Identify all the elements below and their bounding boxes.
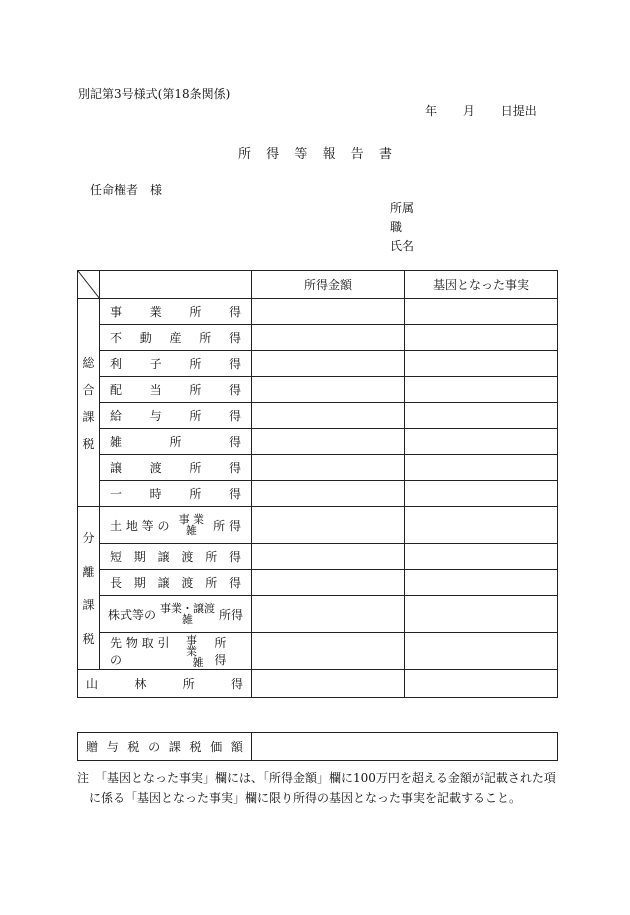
income-amount-field[interactable] [252, 633, 405, 670]
addressee: 任命権者 様 [90, 183, 163, 197]
fact-field[interactable] [405, 596, 558, 633]
income-amount-field[interactable] [252, 377, 405, 403]
gift-tax-table [77, 732, 558, 761]
income-amount-field[interactable] [252, 403, 405, 429]
header-blank-cell [100, 271, 252, 299]
note-line-2: に係る「基因となった事実」欄に限り所得の基因となった事実を記載すること。 [89, 791, 522, 805]
fact-field[interactable] [405, 507, 558, 544]
fact-field[interactable] [405, 377, 558, 403]
row-label-futures-income: 先 物 取 引 の 事 業 雑 所 得 [100, 633, 252, 670]
row-label-dividend-income: 配 当 所 得 [100, 377, 252, 403]
field-position: 職 [390, 220, 403, 234]
row-label-business-income: 事 業 所 得 [100, 299, 252, 325]
fact-field[interactable] [405, 351, 558, 377]
group-label-bunri: 分 離 課 税 [78, 507, 100, 670]
row-label-interest-income: 利 子 所 得 [100, 351, 252, 377]
row-label-real-estate-income: 不 動 産 所 得 [100, 325, 252, 351]
gift-tax-value-field[interactable] [252, 733, 558, 761]
note-line-1: 注 「基因となった事実」欄には、「所得金額」欄に100万円を超える金額が記載された項 [77, 771, 556, 785]
fact-field[interactable] [405, 325, 558, 351]
income-amount-field[interactable] [252, 481, 405, 507]
fact-field[interactable] [405, 299, 558, 325]
income-amount-field[interactable] [252, 429, 405, 455]
corner-cell [78, 271, 100, 299]
group-label-sogo: 総 合 課 税 [78, 299, 100, 507]
row-label-stock-income: 株式等の 事業・譲渡 雑 所得 [100, 596, 252, 633]
fact-field[interactable] [405, 403, 558, 429]
income-table [77, 270, 558, 698]
date-line [425, 102, 535, 119]
row-label-misc-income: 雑 所 得 [100, 429, 252, 455]
fact-field[interactable] [405, 544, 558, 570]
fact-field[interactable] [405, 670, 558, 698]
fact-field[interactable] [405, 570, 558, 596]
income-amount-field[interactable] [252, 455, 405, 481]
row-label-forest-income: 山 林 所 得 [78, 670, 252, 698]
page-title: 所 得 等 報 告 書 [238, 147, 392, 162]
income-amount-field[interactable] [252, 299, 405, 325]
fact-field[interactable] [405, 481, 558, 507]
row-label-long-term-transfer: 長 期 譲 渡 所 得 [100, 570, 252, 596]
gift-tax-label: 贈 与 税 の 課 税 価 額 [78, 733, 252, 761]
row-label-occasional-income: 一 時 所 得 [100, 481, 252, 507]
col-header-fact: 基因となった事実 [405, 271, 558, 299]
income-amount-field[interactable] [252, 544, 405, 570]
row-label-land-income: 土 地 等 の 事 業 雑 所 得 [100, 507, 252, 544]
row-label-salary-income: 給 与 所 得 [100, 403, 252, 429]
fact-field[interactable] [405, 455, 558, 481]
fact-field[interactable] [405, 429, 558, 455]
field-name: 氏名 [390, 239, 415, 253]
income-amount-field[interactable] [252, 351, 405, 377]
income-amount-field[interactable] [252, 570, 405, 596]
form-number: 別記第3号様式(第18条関係) [78, 87, 231, 101]
row-label-transfer-income: 譲 渡 所 得 [100, 455, 252, 481]
fact-field[interactable] [405, 633, 558, 670]
year-label: 年 [425, 104, 438, 118]
field-affiliation: 所属 [390, 201, 415, 215]
income-amount-field[interactable] [252, 507, 405, 544]
month-label: 月 [462, 104, 475, 118]
submitted-day-label: 日提出 [500, 104, 537, 118]
diagonal-line [78, 271, 100, 299]
col-header-income: 所得金額 [252, 271, 405, 299]
income-amount-field[interactable] [252, 325, 405, 351]
income-amount-field[interactable] [252, 670, 405, 698]
row-label-short-term-transfer: 短 期 譲 渡 所 得 [100, 544, 252, 570]
income-amount-field[interactable] [252, 596, 405, 633]
